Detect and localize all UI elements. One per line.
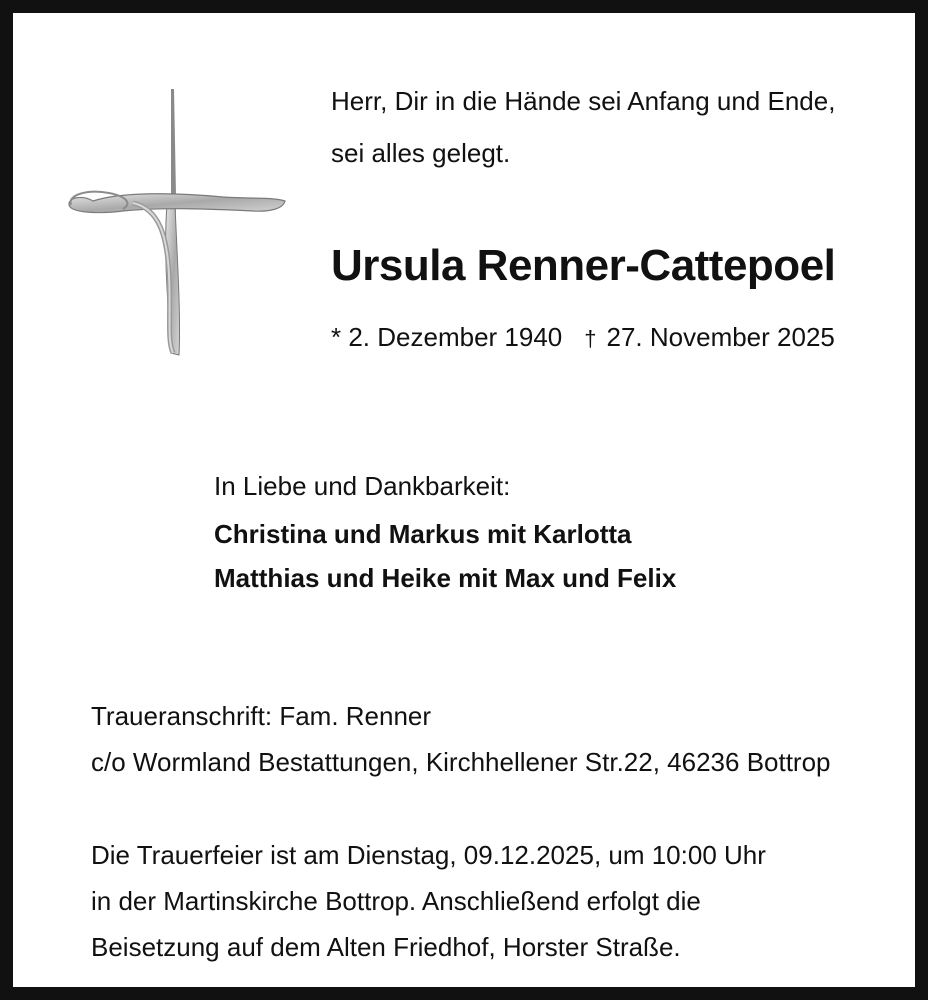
verse-line-2: sei alles gelegt. xyxy=(331,138,511,168)
verse-line-1: Herr, Dir in die Hände sei Anfang und Ende, xyxy=(331,86,836,116)
mourners-line-1: Christina und Markus mit Karlotta xyxy=(214,519,632,549)
mourners-line-2: Matthias und Heike mit Max und Felix xyxy=(214,563,677,593)
life-dates xyxy=(331,322,835,353)
address-line-2: c/o Wormland Bestattungen, Kirchhellener Str.22, 46236 Bottrop xyxy=(91,747,831,777)
death-symbol: † xyxy=(584,326,597,351)
deceased-name: Ursula Renner-Cattepoel xyxy=(331,241,836,290)
mourners-intro: In Liebe und Dankbarkeit: xyxy=(214,471,511,501)
address-line-1: Traueranschrift: Fam. Renner xyxy=(91,701,432,731)
ceremony-line-3: Beisetzung auf dem Alten Friedhof, Horster Straße. xyxy=(91,932,681,962)
ceremony-line-1: Die Trauerfeier ist am Dienstag, 09.12.2025, um 10:00 Uhr xyxy=(91,840,766,870)
death-date: 27. November 2025 xyxy=(606,322,835,352)
birth-date: * 2. Dezember 1940 xyxy=(331,322,563,352)
metal-cross-icon xyxy=(63,85,293,365)
ceremony-line-2: in der Martinskirche Bottrop. Anschließend erfolgt die xyxy=(91,886,701,916)
